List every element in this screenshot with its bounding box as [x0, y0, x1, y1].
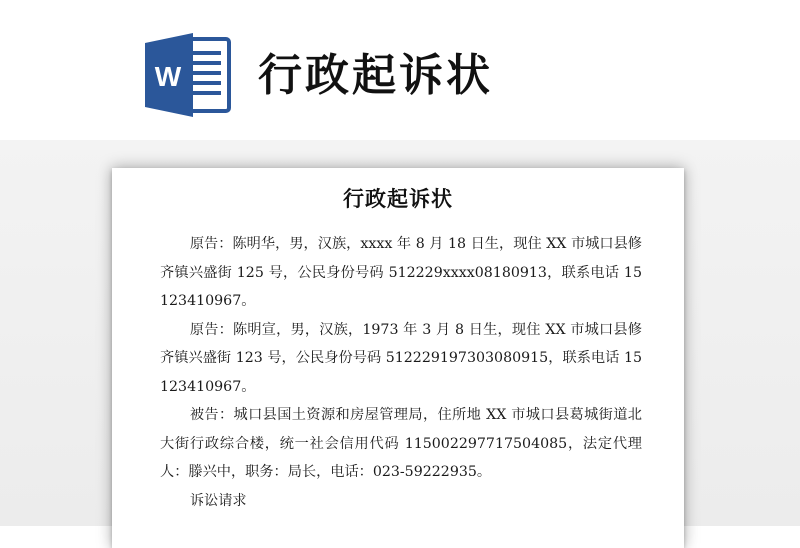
document-title: 行政起诉状: [343, 186, 453, 211]
word-document-icon: [143, 33, 233, 117]
document-page: [112, 168, 684, 548]
word-icon-letter: W: [154, 61, 182, 92]
header-title: 行政起诉状: [258, 50, 493, 101]
plaintiff-1-paragraph: 原告：陈明华，男，汉族，xxxx 年 8 月 18 日生，现住 XX 市城口县修齐镇兴盛街 125 号，公民身份号码 512229xxxx08180913，联系电话 15123410967。: [160, 236, 642, 309]
document-body: [160, 230, 642, 515]
claims-heading: 诉讼请求: [189, 492, 247, 509]
header: [0, 0, 800, 160]
plaintiff-2-paragraph: 原告：陈明宣，男，汉族，1973 年 3 月 8 日生，现住 XX 市城口县修齐镇兴盛街 123 号，公民身份号码 512229197303080915，联系电话 15123410967。: [160, 321, 642, 395]
defendant-paragraph: 被告：城口县国土资源和房屋管理局，住所地 XX 市城口县葛城街道北大街行政综合楼，统一社会信用代码 115002297717504085，法定代理人：滕兴中，职务：局长，电话：023-59222935。: [160, 407, 642, 480]
